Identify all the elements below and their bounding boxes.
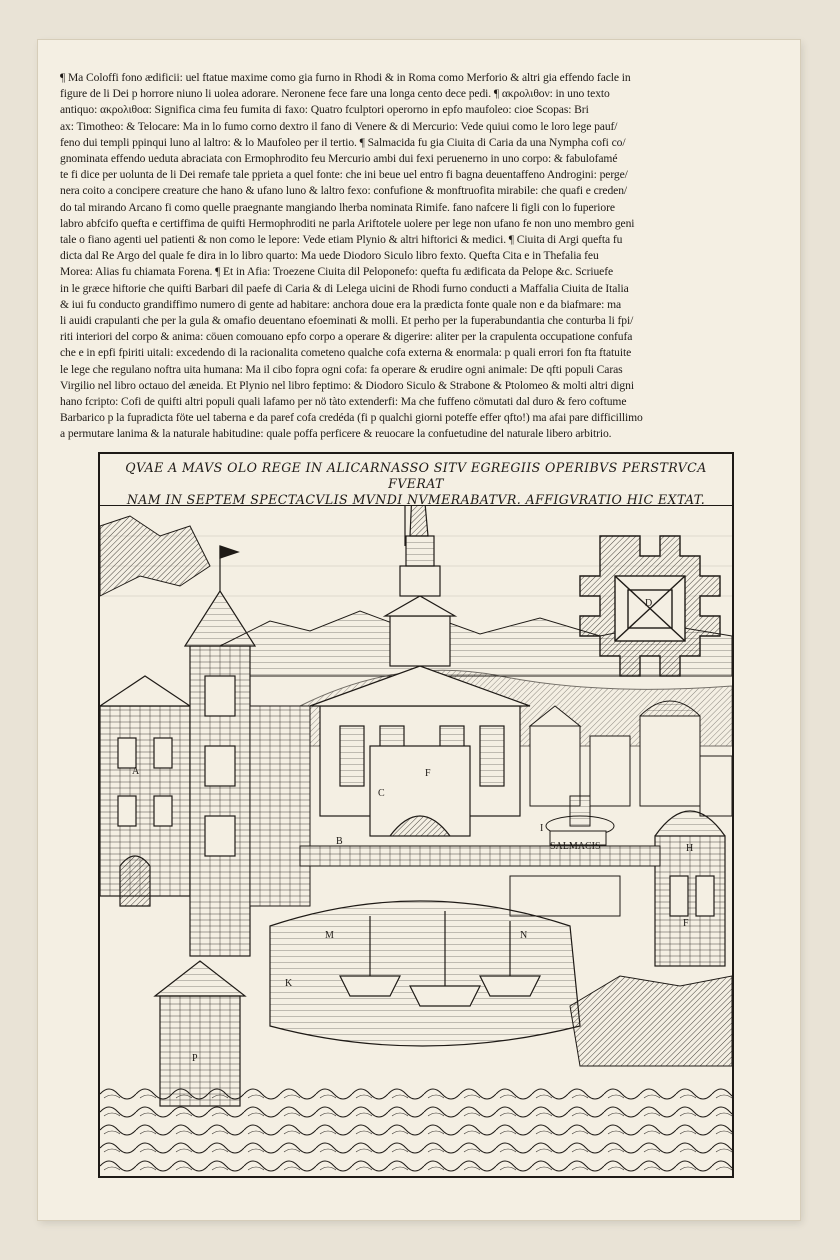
text-line: ax: Timotheo: & Telocare: Ma in lo fumo corno dextro il fano di Venere & di Mercurio: Vede quiui como le loro lege pauf/ <box>60 119 618 133</box>
mausoleum-scene <box>100 506 732 1176</box>
city-wall <box>250 706 310 906</box>
caption-line-1: QVAE A MAVS OLO REGE IN ALICARNASSO SITV EGREGIIS OPERIBVS PERSTRVCA FVERAT <box>125 460 707 491</box>
label-k: K <box>285 978 293 989</box>
text-line: che e in epfi fpiriti uitali: excedendo di la racionalita cometeno qualche cofa externa & enormala: p quali errori fon fta ftatuite <box>60 346 632 360</box>
text-line: in le græce hiftorie che quifti Barbari dil paefe di Caria & di Lelega uicini de Rhodi furno conducti a Maffalia Ciuita de Italia <box>60 281 629 295</box>
label-i: I <box>540 823 544 834</box>
label-n: N <box>520 930 528 941</box>
caption-line-2: NAM IN SEPTEM SPECTACVLIS MVNDI NVMERABATVR. AFFIGVRATIO HIC EXTAT. <box>126 492 706 507</box>
harbor-fort <box>155 961 245 1106</box>
text-line: ¶ Ma Coloffi fono ædificii: uel ftatue maxime como gia furno in Rhodi & in Roma como Merforio & altri gia effendo facle in <box>60 71 631 84</box>
text-line: feno dui templi ppinqui luno al laltro: & lo Maufoleo per il tertio. ¶ Salmacida fu gia Ciuita di Caria da una Nympha cofi co/ <box>60 135 626 149</box>
woodcut-illustration <box>98 452 734 1178</box>
label-a: A <box>132 766 140 777</box>
text-line: le lege che regulano noftra uita humana: Ma il cibo fopra ogni cofa: fa operare & erudire ogni animale: De qfti populi Caras <box>60 362 623 376</box>
rotunda <box>655 811 725 966</box>
rocky-cliff <box>100 516 210 596</box>
label-f: F <box>425 768 431 779</box>
label-c: C <box>378 788 385 799</box>
text-line: do tal mirando Arcano fi como quelle praegnante mangiando lherba nominata Rimife. fano nafcere li figli con lo fuperiore <box>60 200 615 214</box>
label-b: B <box>336 836 343 847</box>
text-line: hano fcripto: Cofi de quifti altri populi quali lafamo per nö tàto extenderfi: Ma che fuffeno cömutati dal duro & fero coftume <box>60 395 627 409</box>
label-p: P <box>192 1053 198 1064</box>
house <box>510 876 620 916</box>
text-line: figure de li Dei p horrore niuno li uolea adorare. Neronene fece fare una longa cento dece pedi. ¶ ακρολιθον: in uno texto <box>60 87 610 101</box>
mausoleum <box>310 566 530 836</box>
sea <box>100 1086 732 1176</box>
text-line: tale o fiano agenti uel patienti & non como le lepore: Vede etiam Plynio & altri hiftorici & medici. ¶ Ciuita di Argi quefta fu <box>60 233 623 247</box>
fountain-inscription: SALMACIS <box>550 841 601 852</box>
tower <box>185 546 255 956</box>
harbor-basin <box>270 901 580 1046</box>
label-h: H <box>686 843 694 854</box>
long-wall <box>300 846 660 866</box>
label-f2: F <box>683 918 689 929</box>
text-line: li auidi crapulanti che per la gula & omafio deuentano efoeminati & molli. Et perho per la fuperabundantia che conturba li fpi/ <box>60 314 634 328</box>
text-line: dicta dal Re Argo del quale fe dira in lo libro quarto: Ma uede Diodoro Siculo libro fexto. Quefta Cita e in Thefalia feu <box>60 249 599 263</box>
text-line: & iui fu conducto grandiffimo numero di gente ad habitare: anchora doue era la prædicta fonte quale non e da biafmare: ma <box>60 297 622 311</box>
label-m: M <box>325 930 334 941</box>
text-line: labro abfcifo quefta e certiffima de quifti Hermophroditi ne parla Ariftotele uolere per lege non ufano fe non uno membro geni <box>60 216 635 230</box>
label-d: D <box>645 598 653 609</box>
palace-left <box>100 676 190 906</box>
commentary-text <box>60 70 766 443</box>
text-line: nera coito a concipere creature che hano & ufano luno & laltro fexo: confufione & monftruofita mirabile: che quafi e creden/ <box>60 184 628 198</box>
text-line: antiquo: ακρολιθοα: Significa cima feu fumita di faxo: Quatro fculptori operorno in epfo maufoleo: cioe Scopas: Bri <box>60 103 589 117</box>
label-e <box>436 506 442 507</box>
woodcut-caption <box>100 454 732 506</box>
text-line: Morea: Alias fu chiamata Forena. ¶ Et in Afia: Troezene Ciuita dil Peloponefo: quefta fu ædificata da Pelope &c. Scriuefe <box>60 265 614 279</box>
text-line: Virgilio nel libro octauo del æneida. Et Plynio nel libro feptimo: & Diodoro Siculo & Strabone & Ptolomeo & molti altri digni <box>60 378 634 392</box>
rocks-right <box>570 976 732 1066</box>
text-line: gnominata effendo ueduta abraciata con Ermophrodito feu Mercurio ambi dui fexi peruenerno in uno corpo: & fabulofamé <box>60 152 618 166</box>
text-line: te fi dice per uolunta de li Dei remafe tale pprieta a quel fonte: che ini beue uel entro fi bagna deuentaffeno Androgini: perge/ <box>60 168 628 182</box>
text-line: riti interiori del corpo & anima: cöuen comouano epfo corpo a operare & digerire: aliter per la crapulenta occupatione confufa <box>60 330 633 344</box>
text-line: a permutare lanima & la naturale habitudine: quale poffa perficere & reuocare la confuetudine del naturale libero arbitrio. <box>60 427 612 441</box>
text-line: Barbarico p la fupradicta föte uel taberna e da paref cofa credéda (fi p qualchi giorni poteffe effer qfto!) ma afai pare difficillimo <box>60 411 643 425</box>
